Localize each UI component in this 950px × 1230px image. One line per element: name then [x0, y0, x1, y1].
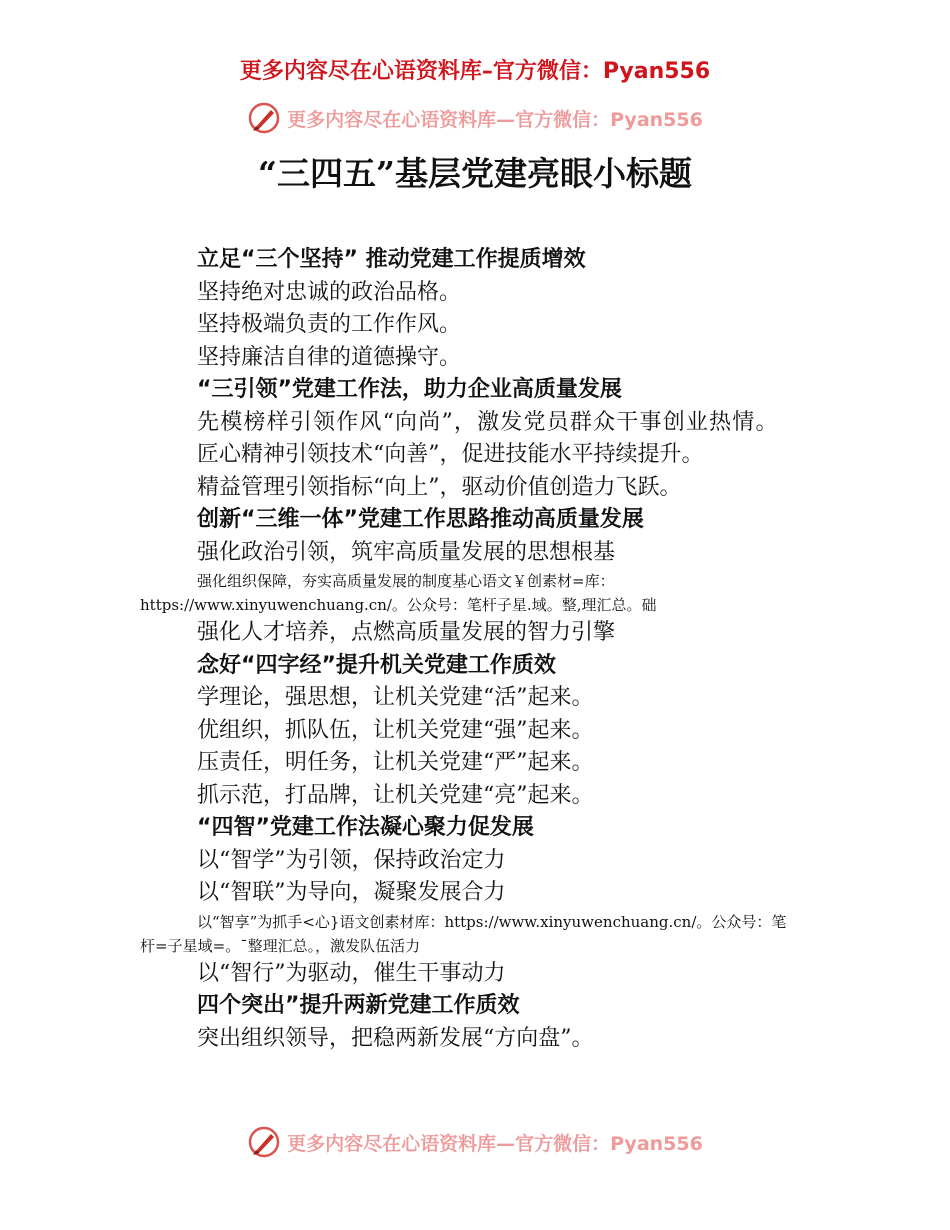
section-heading: “三引领”党建工作法，助力企业高质量发展 [197, 377, 622, 402]
paragraph: 坚持绝对忠诚的政治品格。 [197, 279, 462, 305]
paragraph: 突出组织领导，把稳两新发展“方向盘”。 [197, 1025, 594, 1051]
section-heading: “四智”党建工作法凝心聚力促发展 [197, 815, 534, 840]
paragraph: 压责任，明任务，让机关党建“严”起来。 [197, 750, 594, 775]
paragraph: 坚持廉洁自律的道德操守。 [197, 344, 462, 370]
paragraph: 优组织，抓队伍，让机关党建“强”起来。 [197, 717, 594, 743]
section-heading: 创新“三维一体”党建工作思路推动高质量发展 [197, 507, 644, 532]
section-heading: 四个突出”提升两新党建工作质效 [197, 993, 520, 1018]
paragraph: 匠心精神引领技术“向善”，促进技能水平持续提升。 [197, 442, 704, 467]
document-title: “三四五”基层党建亮眼小标题 [258, 154, 692, 193]
paragraph: 以“智行”为驱动，催生干事动力 [197, 960, 506, 986]
watermark-footer [0, 1122, 950, 1162]
paragraph: 以“智联”为导向，凝聚发展合力 [197, 880, 506, 905]
paragraph: 强化政治引领，筑牢高质量发展的思想根基 [197, 539, 616, 565]
paragraph-watermarked: 强化组织保障，夯实高质量发展的制度基心语文￥创素材=库：https://www.xinyuwenchuang.cn/。公众号：笔杆子星.域。整,理汇总。础 [140, 572, 657, 614]
paragraph: 坚持极端负责的工作作风。 [197, 312, 462, 337]
pen-logo-icon [247, 101, 281, 135]
paragraph: 学理论，强思想，让机关党建“活”起来。 [197, 685, 594, 710]
section-heading: 念好“四字经”提升机关党建工作质效 [197, 652, 556, 678]
paragraph-watermarked: 以“智享”为抓手<心}语文创素材库：https://www.xinyuwenchuang.cn/。公众号：笔杆=子星域=。¯整理汇总。，激发队伍活力 [140, 912, 787, 955]
paragraph: 精益管理引领指标“向上”，驱动价值创造力飞跃。 [197, 474, 682, 500]
paragraph: 先模榜样引领作风“向尚”，激发党员群众干事创业热情。 [197, 409, 779, 435]
watermark-header [0, 98, 950, 138]
paragraph: 以“智学”为引领，保持政治定力 [197, 847, 506, 873]
section-heading: 立足“三个坚持” 推动党建工作提质增效 [197, 247, 586, 272]
pen-logo-icon [247, 1125, 281, 1159]
top-banner: 更多内容尽在心语资料库–官方微信：Pyan556 [239, 59, 711, 84]
paragraph: 抓示范，打品牌，让机关党建“亮”起来。 [197, 782, 594, 808]
document-body [140, 244, 800, 1055]
paragraph: 强化人才培养，点燃高质量发展的智力引擎 [197, 620, 616, 645]
watermark-text: 更多内容尽在心语资料库—官方微信：Pyan556 [287, 108, 703, 131]
watermark-text: 更多内容尽在心语资料库—官方微信：Pyan556 [287, 1132, 703, 1155]
